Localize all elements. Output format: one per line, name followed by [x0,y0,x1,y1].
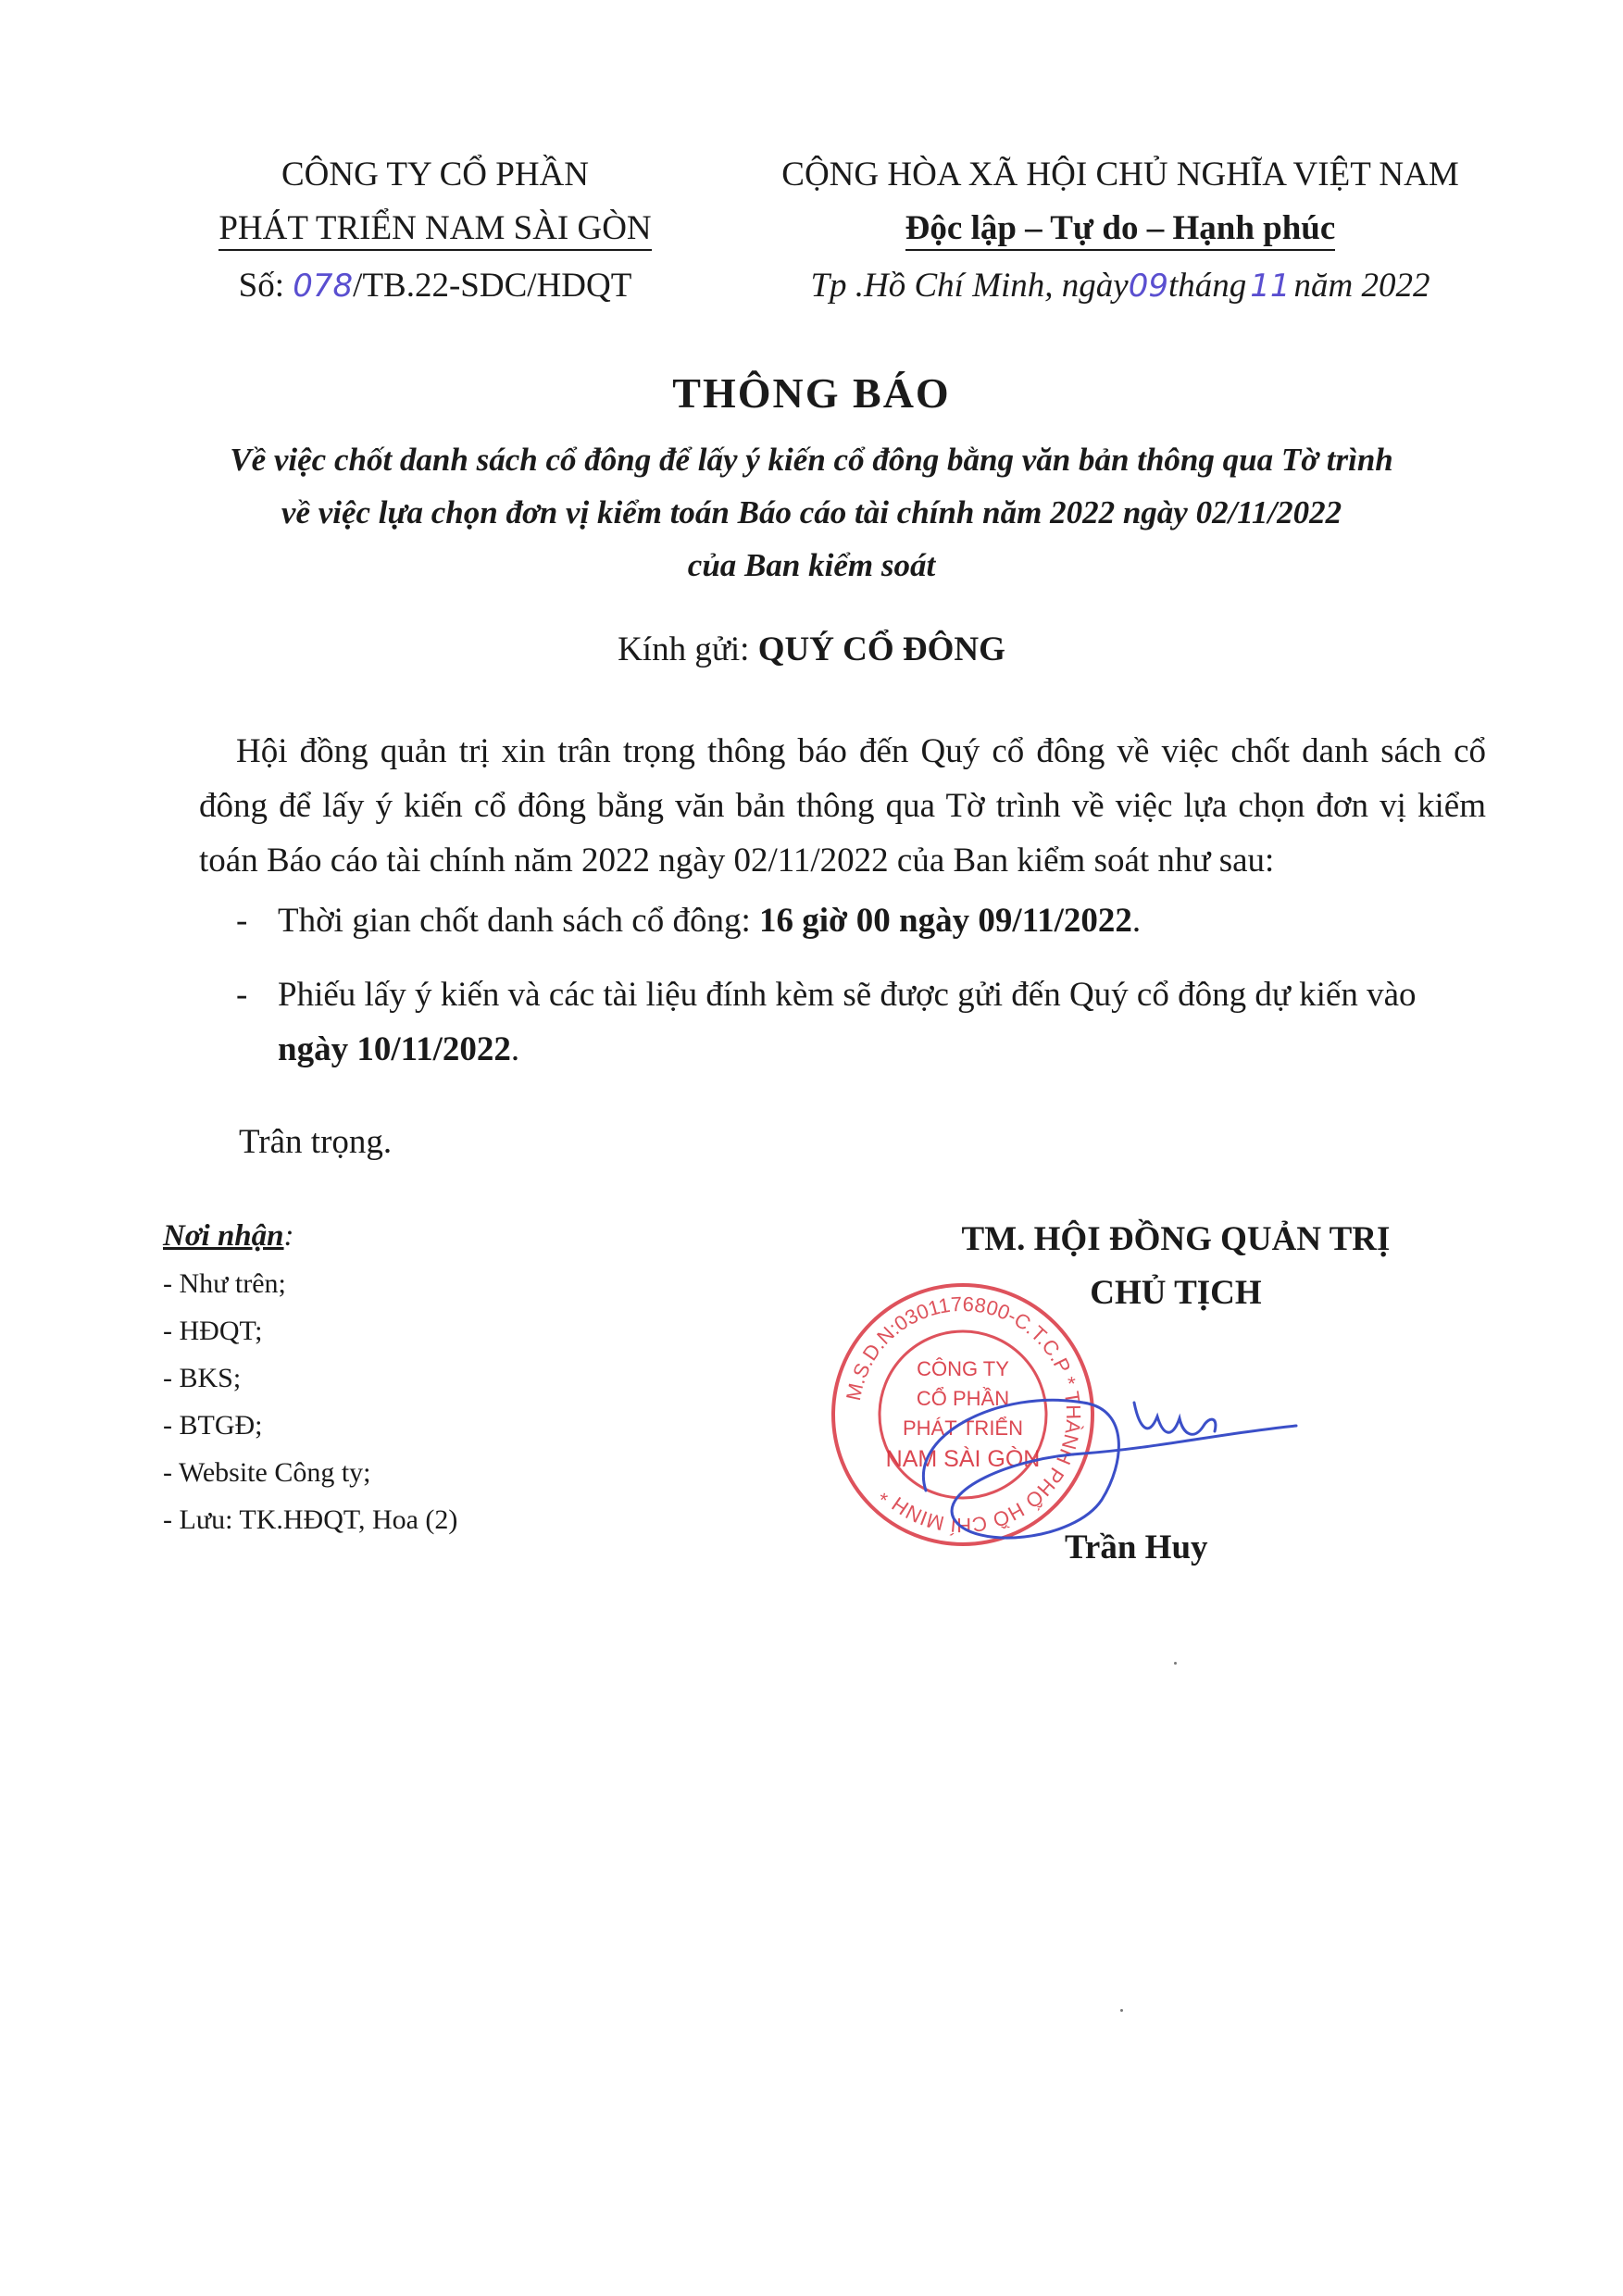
recipient-item: - Như trên; [163,1268,286,1299]
recipients-heading-colon: : [283,1219,294,1253]
stamp-center-line4: NAM SÀI GÒN [885,1446,1041,1472]
greeting-prefix: Kính gửi: [618,630,750,668]
stamp-center-line3: PHÁT TRIỂN [903,1416,1023,1440]
document-number-handwritten: 078 [293,268,354,305]
signature-stroke-loop [923,1400,1296,1538]
stamp-ring-text: M.S.D.N:0301176800-C.T.C.P * THÀNH PHỐ HỒ CHÍ MINH * [841,1292,1086,1538]
recipient-item: - BTGĐ; [163,1410,263,1441]
signature-title-line2: CHỦ TỊCH [1090,1274,1262,1312]
bullet-1-text: Thời gian chốt danh sách cổ đông: [278,902,759,940]
national-motto-wrap [704,202,1537,256]
recipient-item: - Lưu: TK.HĐQT, Hoa (2) [163,1504,458,1535]
date-month-handwritten: 11 [1250,268,1291,305]
date-month-label: tháng [1168,267,1247,305]
closing: Trân trọng. [239,1123,393,1161]
bullet-2-end: . [510,1030,520,1068]
document-title: THÔNG BÁO [672,369,951,417]
bullet-2-text: Phiếu lấy ý kiến và các tài liệu đính kèm sẽ được gửi đến Quý cổ đông dự kiến vào [278,976,1417,1014]
document-date [704,259,1537,313]
subtitle-line1: Về việc chốt danh sách cổ đông để lấy ý kiến cổ đông bằng văn bản thông qua Tờ trình [230,442,1393,478]
bullet-1 [236,893,1495,948]
bullet-dash: - [236,902,248,940]
date-day-handwritten: 09 [1128,268,1168,305]
company-name-line2: PHÁT TRIỂN NAM SÀI GÒN [218,208,651,251]
bullet-1-bold: 16 giờ 00 ngày 09/11/2022 [758,902,1132,940]
national-title: CỘNG HÒA XÃ HỘI CHỦ NGHĨA VIỆT NAM [781,156,1459,193]
signer-name: Trần Huy [1065,1529,1208,1566]
recipients-heading: Nơi nhận [163,1219,284,1253]
greeting [0,630,1623,669]
recipient-item: - BKS; [163,1363,242,1393]
document-number-prefix: Số: [238,267,285,305]
date-year-label: năm 2022 [1293,267,1430,305]
bullet-2 [236,967,1495,1077]
scan-speck [1120,2009,1123,2012]
subtitle-line2: về việc lựa chọn đơn vị kiểm toán Báo cáo tài chính năm 2022 ngày 02/11/2022 [281,494,1342,530]
signature-title-line1: TM. HỘI ĐỒNG QUẢN TRỊ [961,1220,1391,1258]
company-name-line2-wrap [157,202,713,256]
recipients-list [163,1213,457,1543]
national-motto: Độc lập – Tự do – Hạnh phúc [905,208,1336,251]
bullet-dash: - [236,976,248,1014]
document-number [157,259,713,313]
company-name-line1: CÔNG TY CỔ PHẦN [281,156,589,193]
body-paragraph: Hội đồng quản trị xin trân trọng thông báo đến Quý cổ đông về việc chốt danh sách cổ đông để lấy ý kiến cổ đông bằng văn bản thông qua Tờ trình về việc lựa chọn đơn vị kiểm toán Báo cáo tài chính năm 2022 ngày 02/11/2022 của Ban kiểm soát như sau: [199,732,1486,880]
scan-speck [1174,1662,1177,1665]
document-number-suffix: /TB.22-SDC/HDQT [353,267,632,305]
recipient-item: - HĐQT; [163,1316,263,1346]
bullet-1-end: . [1131,902,1142,940]
national-header [704,148,1537,313]
subtitle-line3: của Ban kiểm soát [687,547,936,583]
stamp-center-line2: CỔ PHẦN [916,1387,1010,1410]
recipient-item: - Website Công ty; [163,1457,371,1488]
date-prefix: Tp .Hồ Chí Minh, ngày [810,267,1129,305]
recipients-heading-wrap [163,1213,457,1260]
company-header [157,148,713,313]
bullet-2-bold: ngày 10/11/2022 [278,1030,511,1068]
bullet-2-second-line [278,1022,1495,1077]
signature-stroke-script [1134,1403,1216,1434]
document-subtitle [0,433,1623,592]
greeting-recipient: QUÝ CỔ ĐÔNG [757,630,1005,668]
stamp-center-line1: CÔNG TY [917,1357,1009,1380]
